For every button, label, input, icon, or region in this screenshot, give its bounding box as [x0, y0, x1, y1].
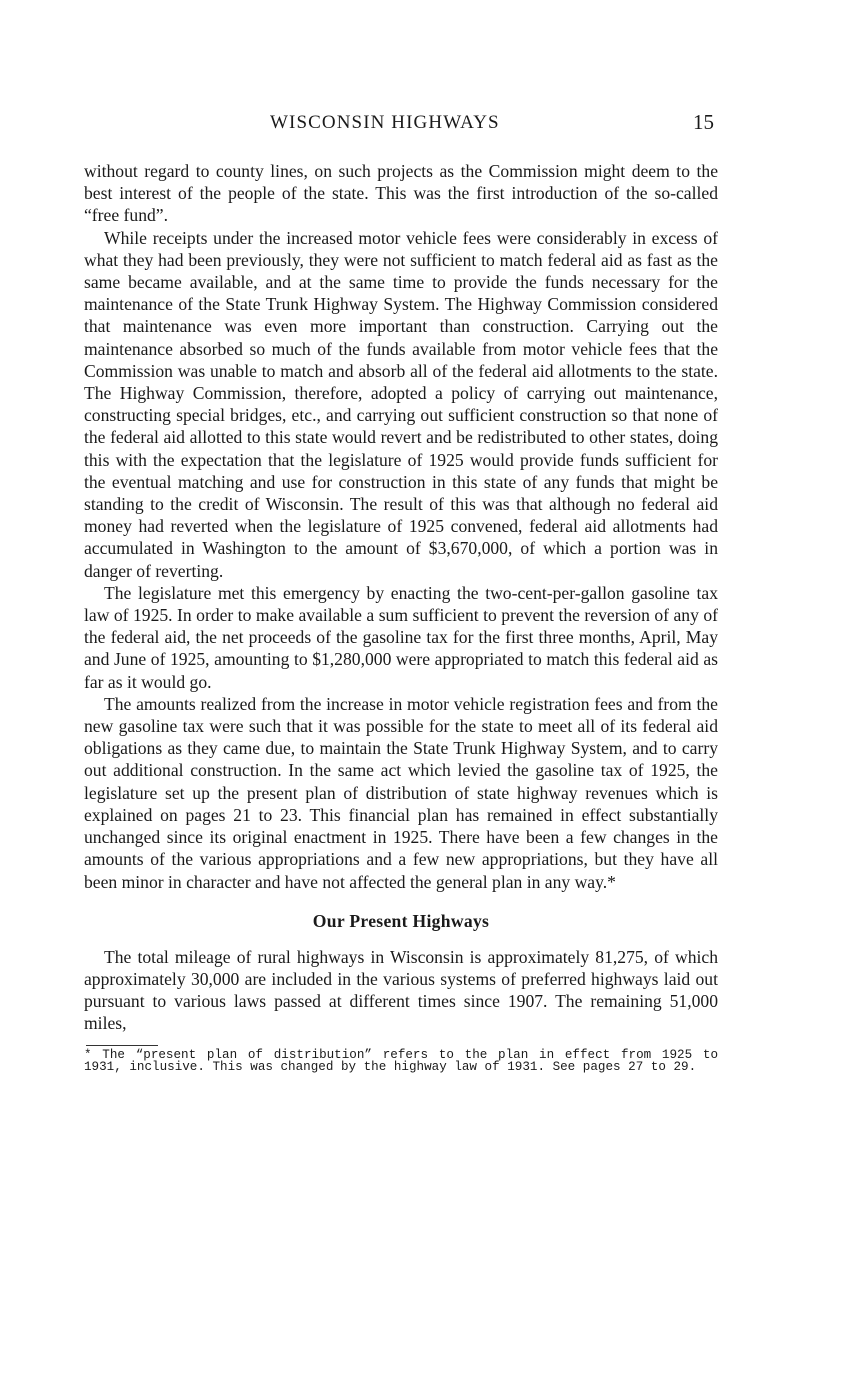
footnote-rule — [86, 1045, 158, 1046]
running-head — [84, 108, 718, 138]
section-heading: Our Present Highways — [312, 910, 490, 931]
paragraph-present-highways: The total mileage of rural highways in Wisconsin is approximately 81,275, of which approximately 30,000 are included in the various systems of preferred highways laid out pursuant to various laws passed at different times since 1907. The remaining 51,000 miles, — [84, 946, 718, 1034]
paragraph-continuation: without regard to county lines, on such projects as the Commission might deem to the best interest of the people of the state. This was the first introduction of the so-called “free fund”. — [84, 161, 718, 226]
page-number: 15 — [693, 110, 714, 134]
page — [84, 108, 718, 1074]
paragraph-receipts: While receipts under the increased motor vehicle fees were considerably in excess of what they had been previously, they were not sufficient to match federal aid as fast as the same became available, and at the same time to provide the funds necessary for the maintenance of the State Trunk Highway System. The Highway Commission considered that maintenance was even more important than construction. Carrying out the maintenance absorbed so much of the funds available from motor vehicle fees that the Commission was unable to match and absorb all of the federal aid allotments to the state. The Highway Commission, therefore, adopted a policy of carrying out maintenance, constructing special bridges, etc., and carrying out sufficient construction so that none of the federal aid allotted to this state would revert and be redistributed to other states, doing this with the expectation that the legislature of 1925 would provide funds sufficient for the eventual matching and use for construction in this state of any funds that might be standing to the credit of Wisconsin. The result of this was that although no federal aid money had reverted when the legislature of 1925 convened, federal aid allotments had accumulated in Washington to the amount of $3,670,000, of which a portion was in danger of reverting. — [84, 227, 718, 581]
footnote: * The “present plan of distribution” refers to the plan in effect from 1925 to 1931, inclusive. This was changed by the highway law of 1931. See pages 27 to 29. — [84, 1047, 718, 1075]
paragraph-gasoline-tax: The legislature met this emergency by enacting the two-cent-per-gallon gasoline tax law of 1925. In order to make available a sum sufficient to prevent the reversion of any of the federal aid, the net proceeds of the gasoline tax for the first three months, April, May and June of 1925, amounting to $1,280,000 were appropriated to match this federal aid as far as it would go. — [84, 582, 718, 692]
paragraph-registration-fees: The amounts realized from the increase in motor vehicle registration fees and from the new gasoline tax were such that it was possible for the state to meet all of its federal aid obligations as they came due, to maintain the State Trunk Highway System, and to carry out additional construction. In the same act which levied the gasoline tax of 1925, the legislature set up the present plan of distribution of state highway revenues which is explained on pages 21 to 23. This financial plan has remained in effect substantially unchanged since its original enactment in 1925. There have been a few changes in the amounts of the various appropriations and a few new appropriations, but they have all been minor in character and have not affected the general plan in any way.* — [84, 693, 718, 892]
body-text — [84, 160, 718, 1035]
running-title: WISCONSIN HIGHWAYS — [270, 112, 500, 133]
